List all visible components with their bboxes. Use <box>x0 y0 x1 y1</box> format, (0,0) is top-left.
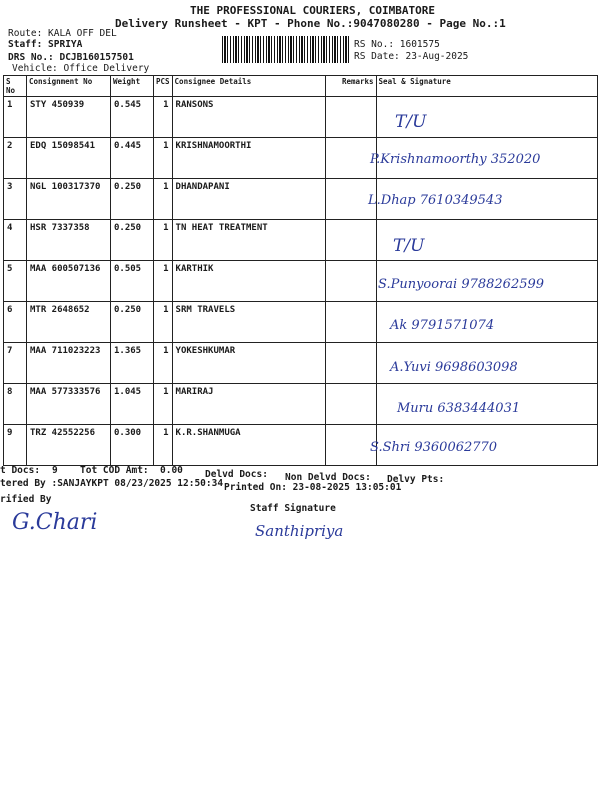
col-seal: Seal & Signature <box>376 76 597 97</box>
cell-consignment: MAA 600507136 <box>27 261 111 302</box>
table-row <box>4 220 598 261</box>
cell-remarks <box>325 97 376 138</box>
printed-on: Printed On: 23-08-2025 13:05:01 <box>224 482 402 493</box>
cell-remarks <box>325 261 376 302</box>
cell-weight: 0.300 <box>111 425 154 466</box>
cell-consignee: KRISHNAMOORTHI <box>172 138 325 179</box>
cell-sno: 8 <box>4 384 27 425</box>
handwritten-signature: S.Punyoorai 9788262599 <box>378 277 545 292</box>
cell-sno: 2 <box>4 138 27 179</box>
cell-consignee: RANSONS <box>172 97 325 138</box>
handwritten-signature: Ak 9791571074 <box>390 318 495 333</box>
handwritten-signature: T/U <box>393 236 425 256</box>
handwritten-signature: Muru 6383444031 <box>397 401 521 416</box>
vehicle-label: Vehicle: Office Delivery <box>12 63 150 74</box>
verified-by-label: rified By <box>0 494 52 505</box>
staff-signature-label: Staff Signature <box>250 503 336 514</box>
cell-pcs: 1 <box>154 343 173 384</box>
cell-consignment: TRZ 42552256 <box>27 425 111 466</box>
cell-sno: 3 <box>4 179 27 220</box>
cell-consignee: DHANDAPANI <box>172 179 325 220</box>
rs-date: RS Date: 23-Aug-2025 <box>354 51 469 62</box>
cell-remarks <box>325 384 376 425</box>
cell-weight: 0.545 <box>111 97 154 138</box>
cell-remarks <box>325 425 376 466</box>
cell-remarks <box>325 138 376 179</box>
cell-remarks <box>325 302 376 343</box>
cell-pcs: 1 <box>154 179 173 220</box>
cell-remarks <box>325 343 376 384</box>
delivery-points: Delvy Pts: <box>387 474 445 485</box>
handwritten-signature: P.Krishnamoorthy 352020 <box>370 152 541 167</box>
cell-consignment: HSR 7337358 <box>27 220 111 261</box>
cell-weight: 0.250 <box>111 302 154 343</box>
rs-number: RS No.: 1601575 <box>354 39 440 50</box>
entered-by: tered By :SANJAYKPT 08/23/2025 12:50:34 <box>0 478 224 489</box>
cell-pcs: 1 <box>154 425 173 466</box>
table-row <box>4 425 598 466</box>
cell-pcs: 1 <box>154 261 173 302</box>
cell-consignment: NGL 100317370 <box>27 179 111 220</box>
col-weight: Weight <box>111 76 154 97</box>
cell-consignment: STY 450939 <box>27 97 111 138</box>
cell-consignee: K.R.SHANMUGA <box>172 425 325 466</box>
cell-sno: 4 <box>4 220 27 261</box>
route-label: Route: KALA OFF DEL <box>8 28 117 39</box>
cell-pcs: 1 <box>154 220 173 261</box>
cell-pcs: 1 <box>154 384 173 425</box>
cell-consignee: YOKESHKUMAR <box>172 343 325 384</box>
company-title: THE PROFESSIONAL COURIERS, COIMBATORE <box>190 4 436 17</box>
handwritten-signature: T/U <box>395 112 427 132</box>
cell-sno: 6 <box>4 302 27 343</box>
total-docs-label: t Docs: <box>0 465 41 476</box>
cell-consignment: MAA 711023223 <box>27 343 111 384</box>
cell-weight: 1.045 <box>111 384 154 425</box>
handwritten-signature: S.Shri 9360062770 <box>370 440 498 455</box>
table-header-row <box>4 76 598 97</box>
cell-sno: 7 <box>4 343 27 384</box>
cell-pcs: 1 <box>154 302 173 343</box>
cell-sno: 9 <box>4 425 27 466</box>
drs-number: DRS No.: DCJB160157501 <box>8 52 134 63</box>
total-cod-label: Tot COD Amt: <box>80 465 149 476</box>
total-docs-value: 9 <box>52 465 58 476</box>
col-pcs: PCS <box>154 76 173 97</box>
staff-signature: Santhipriya <box>255 522 344 540</box>
col-consignment: Consignment No <box>27 76 111 97</box>
col-sno: S No <box>4 76 27 97</box>
verified-signature: G.Chari <box>12 510 98 535</box>
cell-weight: 0.250 <box>111 220 154 261</box>
non-delivered-docs: Non Delvd Docs: <box>285 472 371 483</box>
cell-consignment: MAA 577333576 <box>27 384 111 425</box>
cell-weight: 0.250 <box>111 179 154 220</box>
table-row <box>4 302 598 343</box>
barcode-icon <box>222 36 350 63</box>
col-consignee: Consignee Details <box>172 76 325 97</box>
handwritten-signature: L.Dhap 7610349543 <box>368 193 503 208</box>
col-remarks: Remarks <box>325 76 376 97</box>
cell-remarks <box>325 220 376 261</box>
cell-sno: 5 <box>4 261 27 302</box>
cell-weight: 0.505 <box>111 261 154 302</box>
cell-sno: 1 <box>4 97 27 138</box>
cell-consignee: SRM TRAVELS <box>172 302 325 343</box>
cell-weight: 1.365 <box>111 343 154 384</box>
cell-consignee: MARIRAJ <box>172 384 325 425</box>
table-row <box>4 179 598 220</box>
cell-consignee: TN HEAT TREATMENT <box>172 220 325 261</box>
cell-consignment: EDQ 15098541 <box>27 138 111 179</box>
runsheet-title: Delivery Runsheet - KPT - Phone No.:9047080280 - Page No.:1 <box>115 17 506 30</box>
cell-weight: 0.445 <box>111 138 154 179</box>
total-cod-value: 0.00 <box>160 465 183 476</box>
delivered-docs: Delvd Docs: <box>205 469 268 480</box>
table-row <box>4 97 598 138</box>
handwritten-signature: A.Yuvi 9698603098 <box>390 360 518 375</box>
cell-pcs: 1 <box>154 97 173 138</box>
cell-consignee: KARTHIK <box>172 261 325 302</box>
staff-label: Staff: SPRIYA <box>8 39 83 50</box>
cell-pcs: 1 <box>154 138 173 179</box>
cell-consignment: MTR 2648652 <box>27 302 111 343</box>
